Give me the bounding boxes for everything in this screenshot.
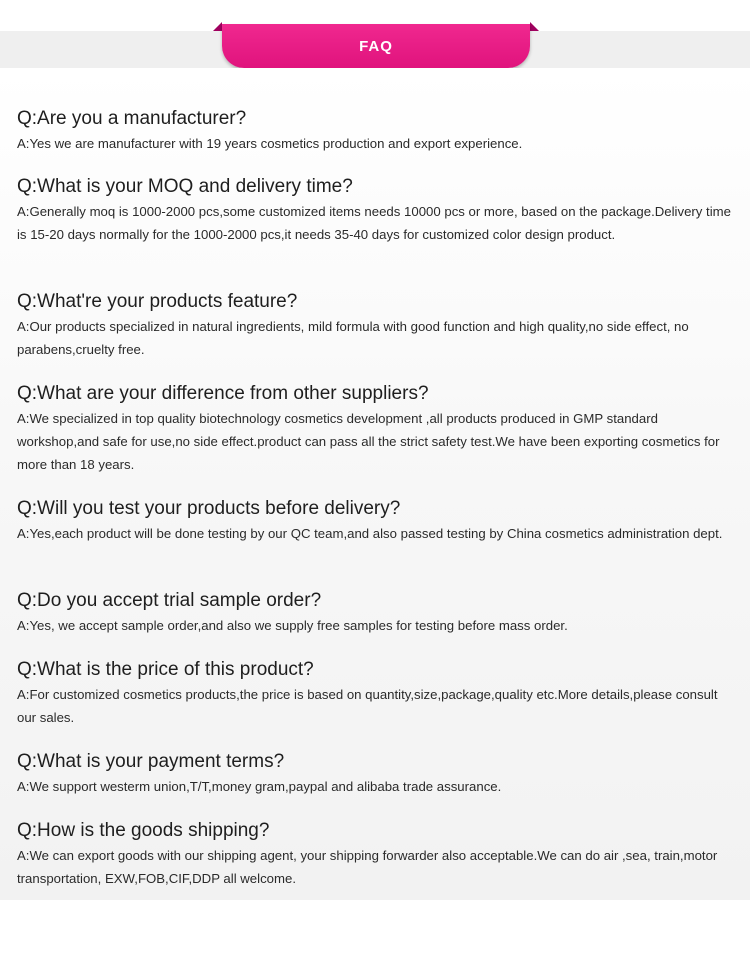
faq-item	[17, 590, 739, 637]
faq-content	[0, 68, 750, 905]
faq-question: Q:What're your products feature?	[17, 291, 298, 312]
faq-tab	[222, 24, 530, 68]
faq-answer: A:Yes,each product will be done testing by our QC team,and also passed testing by China cosmetics administration dept.	[17, 526, 723, 541]
faq-item	[17, 383, 739, 476]
faq-item	[17, 176, 739, 246]
faq-question: Q:How is the goods shipping?	[17, 820, 270, 841]
faq-item	[17, 659, 739, 729]
faq-answer: A:Yes, we accept sample order,and also we supply free samples for testing before mass order.	[17, 618, 568, 633]
faq-header	[213, 22, 539, 68]
faq-item	[17, 108, 739, 155]
faq-question: Q:Do you accept trial sample order?	[17, 590, 322, 611]
faq-question: Q:What is the price of this product?	[17, 659, 314, 680]
faq-question: Q:Will you test your products before delivery?	[17, 498, 401, 519]
bottom-strip	[0, 900, 750, 973]
faq-question: Q:What is your MOQ and delivery time?	[17, 176, 353, 197]
faq-answer: A:We can export goods with our shipping agent, your shipping forwarder also acceptable.We can do air ,sea, train,motor transportation, EXW,FOB,CIF,DDP all welcome.	[17, 848, 718, 886]
faq-item	[17, 751, 739, 798]
faq-item	[17, 291, 739, 361]
faq-title: FAQ	[359, 37, 393, 55]
faq-item	[17, 820, 739, 890]
faq-answer: A:We support westerm union,T/T,money gram,paypal and alibaba trade assurance.	[17, 779, 502, 794]
faq-answer: A:We specialized in top quality biotechnology cosmetics development ,all products produced in GMP standard workshop,and safe for use,no side effect.product can pass all the strict safety test.We have been exporting cosmetics for more than 18 years.	[17, 411, 720, 472]
ribbon-fold-right	[530, 22, 539, 31]
faq-question: Q:Are you a manufacturer?	[17, 108, 247, 129]
faq-answer: A:Generally moq is 1000-2000 pcs,some customized items needs 10000 pcs or more, based on the package.Delivery time is 15-20 days normally for the 1000-2000 pcs,it needs 35-40 days for customized color design product.	[17, 204, 731, 242]
faq-answer: A:Yes we are manufacturer with 19 years cosmetics production and export experience.	[17, 136, 523, 151]
faq-item	[17, 498, 739, 545]
faq-question: Q:What are your difference from other suppliers?	[17, 383, 429, 404]
faq-answer: A:Our products specialized in natural ingredients, mild formula with good function and high quality,no side effect, no parabens,cruelty free.	[17, 319, 689, 357]
faq-question: Q:What is your payment terms?	[17, 751, 285, 772]
ribbon-fold-left	[213, 22, 222, 31]
faq-answer: A:For customized cosmetics products,the price is based on quantity,size,package,quality etc.More details,please consult our sales.	[17, 687, 718, 725]
